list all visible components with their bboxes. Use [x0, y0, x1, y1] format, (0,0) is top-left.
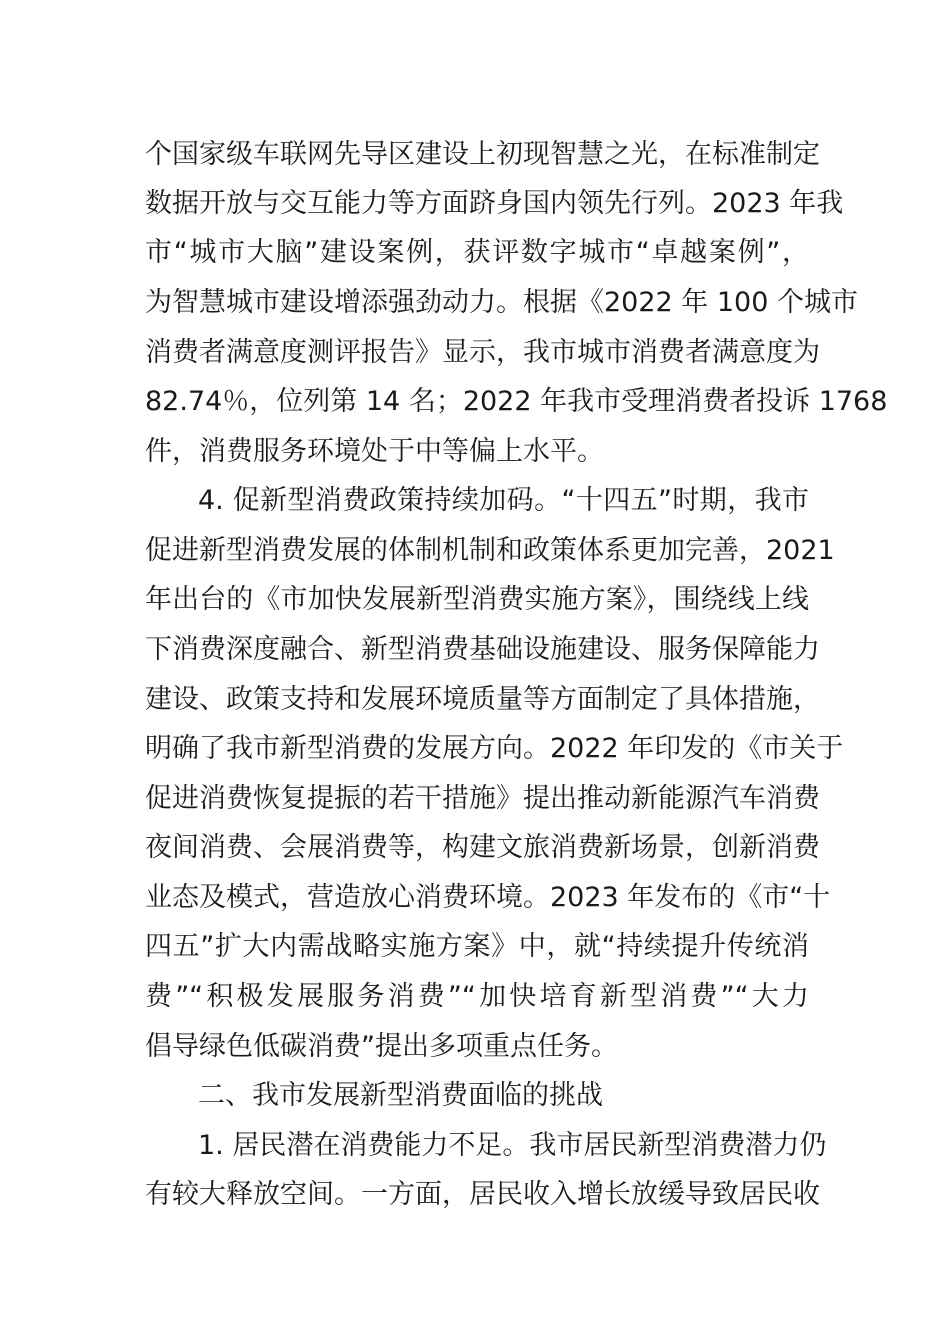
text-line: 下消费深度融合、新型消费基础设施建设、服务保障能力 — [145, 634, 820, 665]
text-line: 市“城市大脑”建设案例，获评数字城市“卓越案例”， — [145, 237, 809, 268]
text-line: 业态及模式，营造放心消费环境。2023 年发布的《市“十 — [145, 882, 831, 913]
text-line: 年出台的《市加快发展新型消费实施方案》，围绕线上线 — [145, 584, 809, 615]
section-heading: 二、我市发展新型消费面临的挑战 — [198, 1080, 603, 1111]
text-line: 有较大释放空间。一方面，居民收入增长放缓导致居民收 — [145, 1179, 820, 1210]
text-line: 件，消费服务环境处于中等偏上水平。 — [145, 436, 604, 467]
text-line: 82.74％，位列第 14 名；2022 年我市受理消费者投诉 1768 — [145, 386, 888, 417]
text-line: 四五”扩大内需战略实施方案》中，就“持续提升传统消 — [145, 931, 809, 962]
text-line: 建设、政策支持和发展环境质量等方面制定了具体措施， — [145, 684, 820, 715]
text-line: 为智慧城市建设增添强劲动力。根据《2022 年 100 个城市 — [145, 287, 858, 318]
text-line: 倡导绿色低碳消费”提出多项重点任务。 — [145, 1031, 618, 1062]
text-line: 明确了我市新型消费的发展方向。2022 年印发的《市关于 — [145, 733, 844, 764]
text-line: 个国家级车联网先导区建设上初现智慧之光，在标准制定 — [145, 139, 820, 170]
text-line: 费”“积极发展服务消费”“加快培育新型消费”“大力 — [145, 981, 809, 1012]
text-line: 消费者满意度测评报告》显示，我市城市消费者满意度为 — [145, 337, 820, 368]
text-line: 促进新型消费发展的体制机制和政策体系更加完善，2021 — [145, 535, 835, 566]
text-line: 促进消费恢复提振的若干措施》提出推动新能源汽车消费 — [145, 783, 820, 814]
paragraph-start-line: 1. 居民潜在消费能力不足。我市居民新型消费潜力仍 — [198, 1130, 827, 1161]
paragraph-start-line: 4. 促新型消费政策持续加码。“十四五”时期，我市 — [198, 485, 809, 516]
text-line: 数据开放与交互能力等方面跻身国内领先行列。2023 年我 — [145, 188, 844, 219]
text-line: 夜间消费、会展消费等，构建文旅消费新场景，创新消费 — [145, 832, 820, 863]
